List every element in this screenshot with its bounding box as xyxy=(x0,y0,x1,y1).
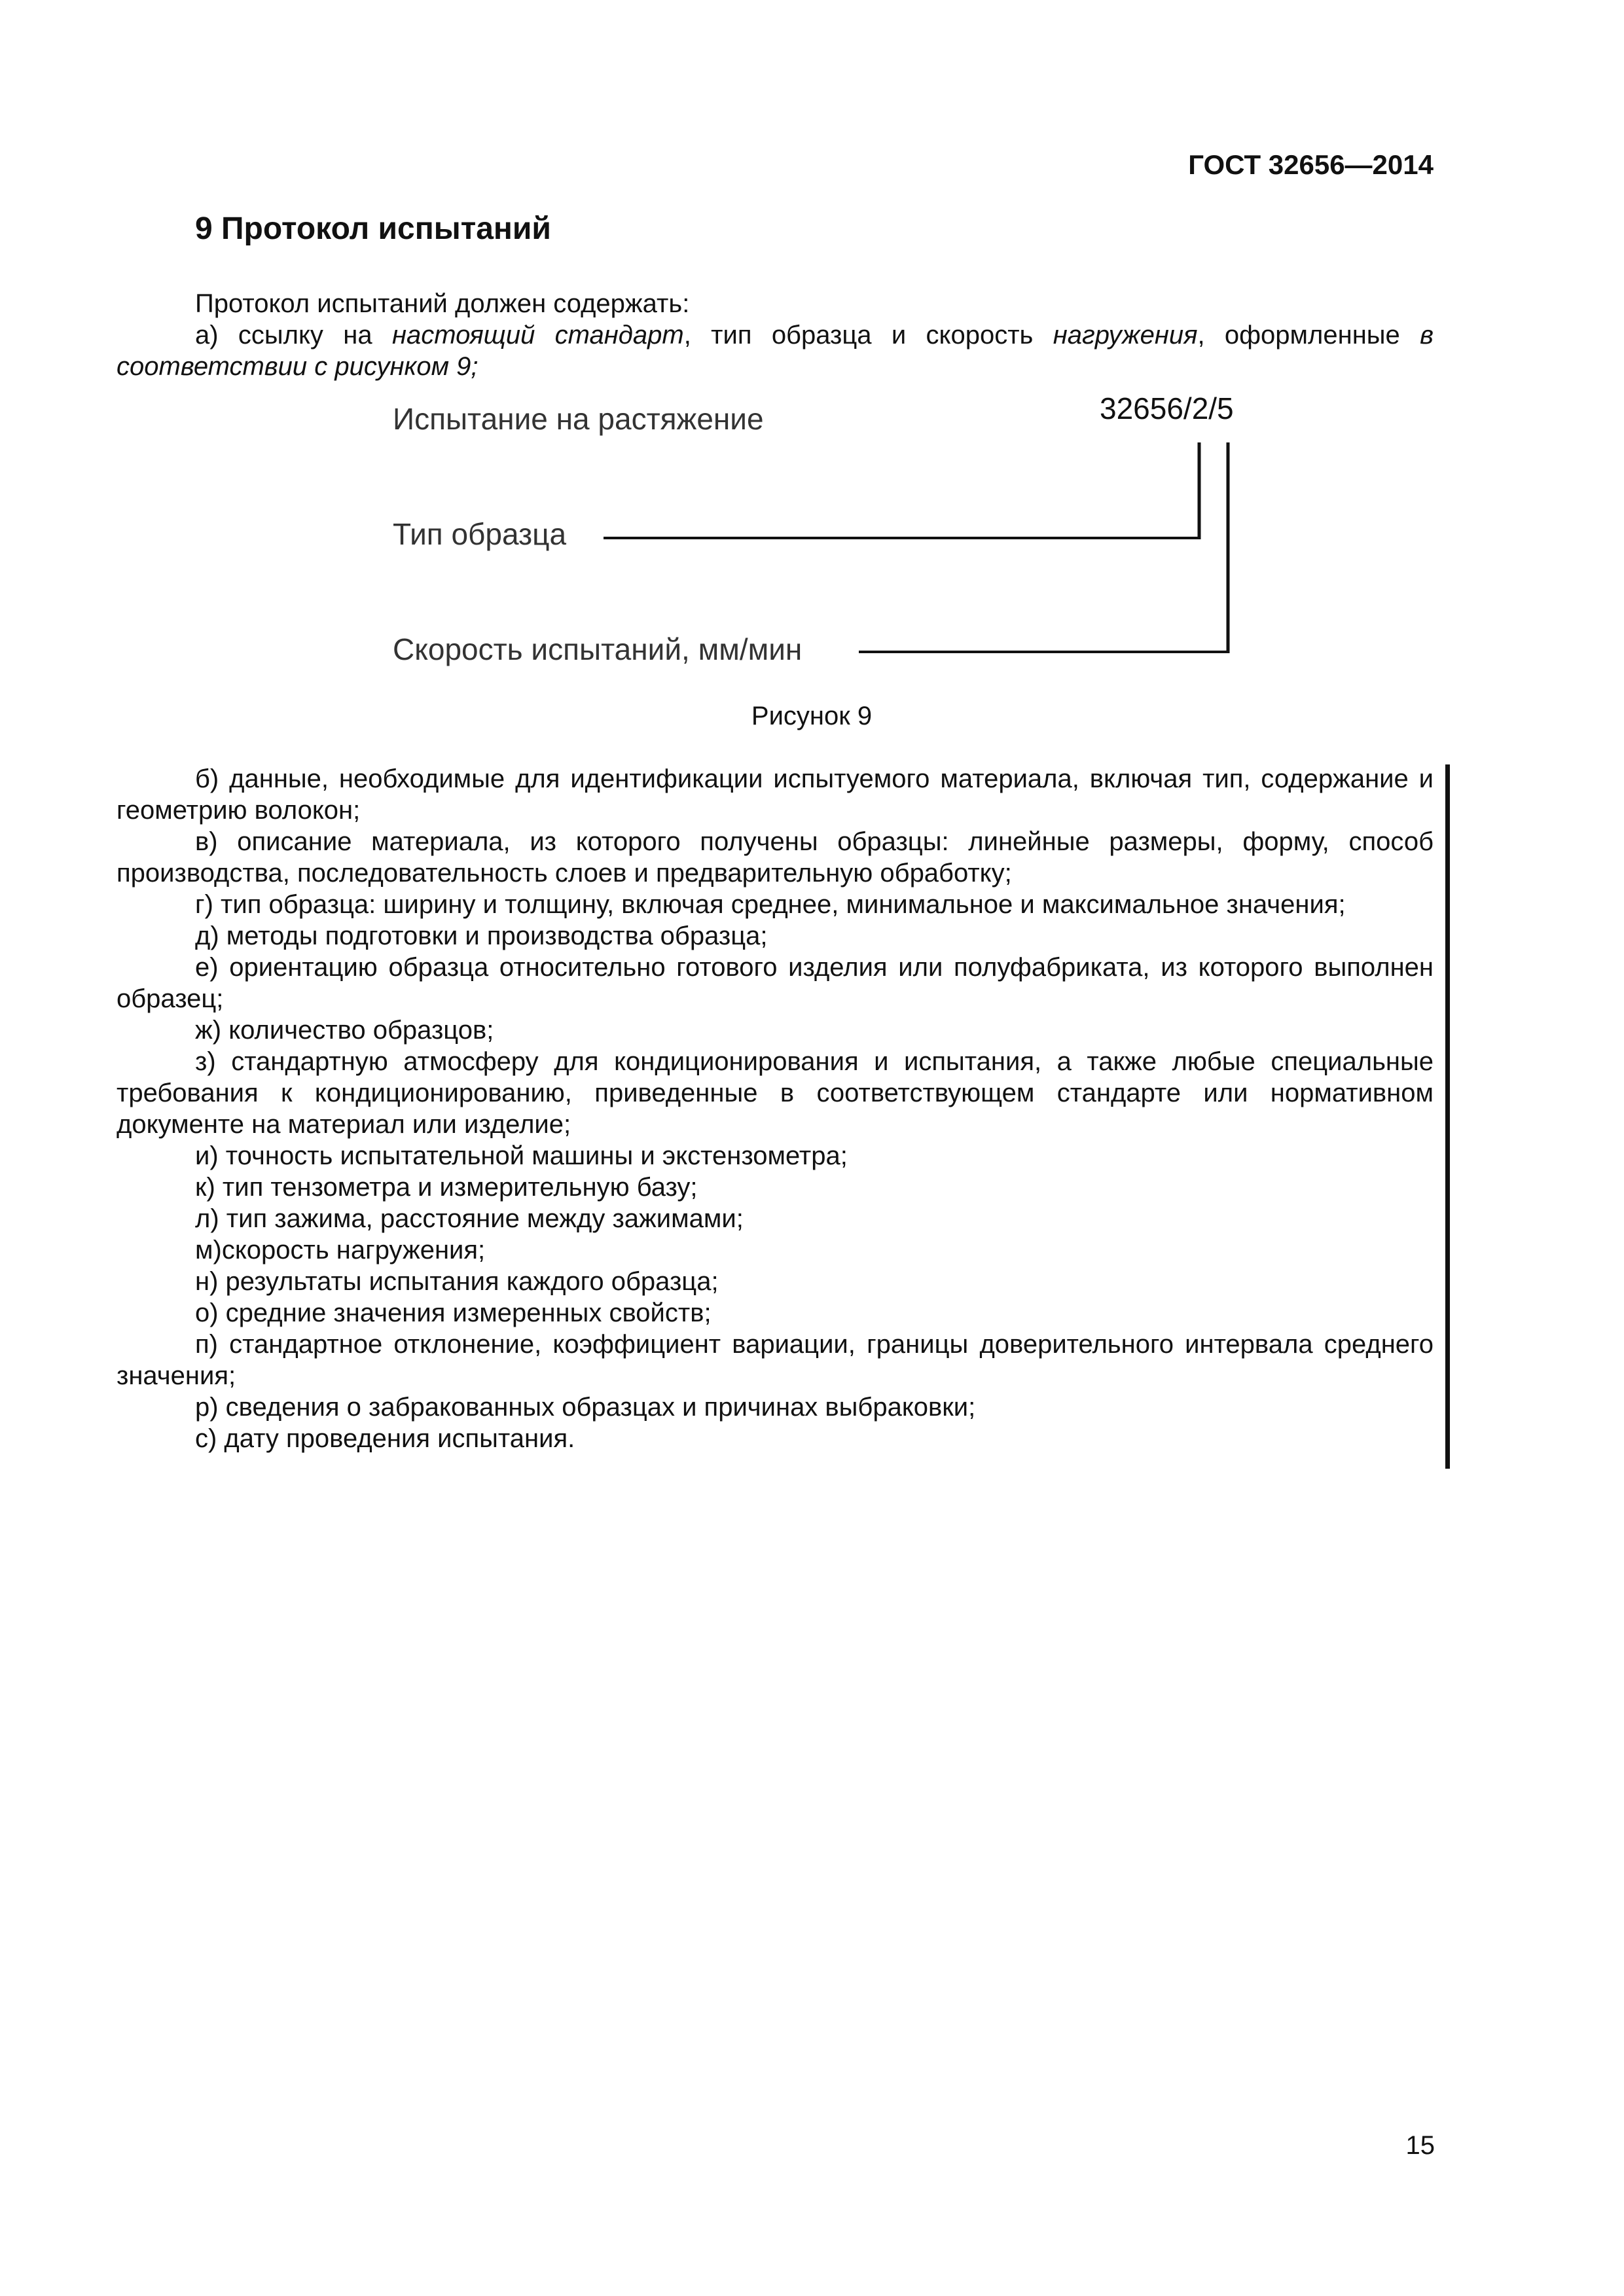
item-a-text-2: , тип образца и скорость xyxy=(683,321,1053,350)
list-item: п) стандартное отклонение, коэффициент вариации, границы доверительного интервала среднего значения; xyxy=(117,1330,1434,1390)
list-item: р) сведения о забракованных образцах и причинах выбраковки; xyxy=(195,1393,976,1422)
list-item: о) средние значения измеренных свойств; xyxy=(195,1299,712,1327)
item-a-italic-standard: настоящий стандарт xyxy=(391,321,684,350)
intro-paragraph: Протокол испытаний должен содержать: xyxy=(195,289,690,318)
list-item: с) дату проведения испытания. xyxy=(195,1424,575,1453)
figure-label-speed: Скорость испытаний, мм/мин xyxy=(393,632,803,666)
item-a-text-3: , оформленные xyxy=(1197,321,1420,350)
list-item: ж) количество образцов; xyxy=(195,1016,494,1045)
list-item: м)скорость нагружения; xyxy=(195,1236,486,1265)
figure-label-type: Тип образца xyxy=(393,517,567,551)
list-item: к) тип тензометра и измерительную базу; xyxy=(195,1173,698,1202)
list-item: г) тип образца: ширину и толщину, включая среднее, минимальное и максимальное значения; xyxy=(195,890,1346,919)
list-item-a xyxy=(117,319,1434,382)
list-item: е) ориентацию образца относительно готового изделия или полуфабриката, из которого выполнен образец; xyxy=(117,953,1434,1013)
requirements-list xyxy=(117,763,1434,1454)
figure-label-test: Испытание на растяжение xyxy=(393,402,764,436)
change-bar xyxy=(1445,764,1450,1469)
item-a-italic-reference: в соответствии с рисунком 9; xyxy=(117,321,1434,381)
list-item: в) описание материала, из которого получены образцы: линейные размеры, форму, способ производства, последовательность слоев и предварительную обработку; xyxy=(117,827,1434,888)
item-a-text-1: а) ссылку на xyxy=(195,321,392,350)
section-title: 9 Протокол испытаний xyxy=(195,211,551,246)
figure-code: 32656/2/5 xyxy=(1100,391,1234,425)
list-item: л) тип зажима, расстояние между зажимами; xyxy=(195,1204,744,1233)
list-item: д) методы подготовки и производства образца; xyxy=(195,922,768,950)
list-item: н) результаты испытания каждого образца; xyxy=(195,1267,719,1296)
item-a-italic-loading: нагружения xyxy=(1053,321,1198,350)
figure-caption: Рисунок 9 xyxy=(751,702,873,730)
list-item: и) точность испытательной машины и экстензометра; xyxy=(195,1141,848,1170)
list-item: б) данные, необходимые для идентификации испытуемого материала, включая тип, содержание и геометрию волокон; xyxy=(117,764,1434,825)
figure-9-diagram xyxy=(367,380,1296,681)
list-item: з) стандартную атмосферу для кондиционирования и испытания, а также любые специальные требования к кондиционированию, приведенные в соответствующем стандарте или нормативном документе на материал или изделие; xyxy=(117,1047,1434,1139)
document-code: ГОСТ 32656—2014 xyxy=(1188,149,1434,180)
page-number: 15 xyxy=(1405,2131,1435,2160)
